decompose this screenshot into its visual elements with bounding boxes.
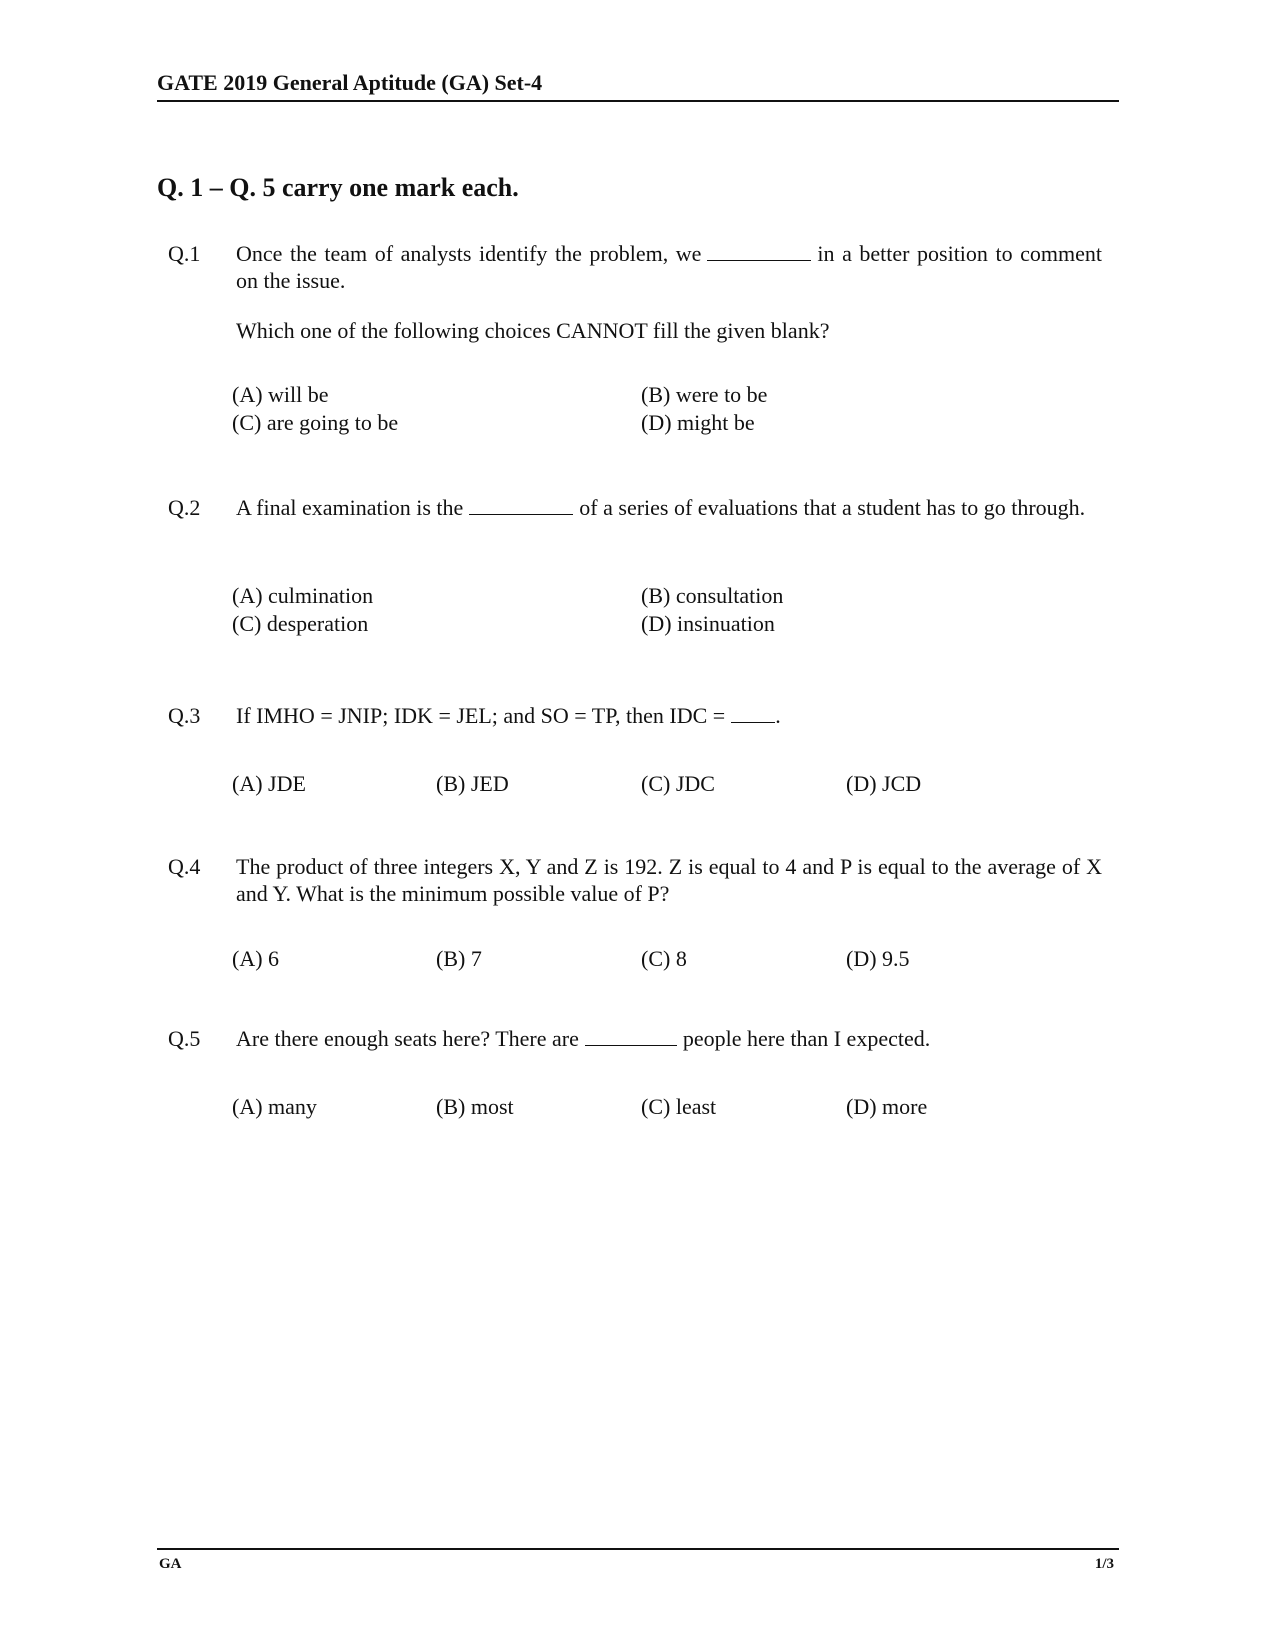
footer-label: GA <box>159 1556 182 1572</box>
option-d: (D) more <box>846 1094 928 1119</box>
question-text-after: people here than I expected. <box>682 1026 931 1051</box>
option-b: (B) consultation <box>641 583 784 608</box>
header-title: GATE 2019 General Aptitude (GA) Set-4 <box>157 70 543 95</box>
question-text-after: in a better position to comment on the issue. <box>236 241 1102 293</box>
option-b: (B) JED <box>436 771 509 796</box>
option-d: (D) insinuation <box>641 611 775 636</box>
option-a: (A) JDE <box>232 771 306 796</box>
question-number: Q.2 <box>168 495 201 520</box>
answer-blank <box>585 1025 677 1046</box>
question-prompt: Which one of the following choices CANNOT fill the given blank? <box>236 318 830 343</box>
option-b: (B) were to be <box>641 382 768 407</box>
option-a: (A) 6 <box>232 946 280 971</box>
option-c: (C) desperation <box>232 611 369 636</box>
answer-blank <box>731 702 775 723</box>
option-d: (D) 9.5 <box>846 946 910 971</box>
question-text: The product of three integers X, Y and Z is 192. Z is equal to 4 and P is equal to the average of X and Y. What is the minimum possible value of P? <box>236 854 1102 906</box>
question-number: Q.1 <box>168 241 201 266</box>
section-title: Q. 1 – Q. 5 carry one mark each. <box>157 173 519 202</box>
option-c: (C) JDC <box>641 771 715 796</box>
option-c: (C) least <box>641 1094 717 1119</box>
option-b: (B) most <box>436 1094 514 1119</box>
option-b: (B) 7 <box>436 946 482 971</box>
footer-divider <box>157 1548 1119 1550</box>
option-d: (D) JCD <box>846 771 922 796</box>
option-a: (A) will be <box>232 382 329 407</box>
question-text-before: Once the team of analysts identify the problem, we <box>236 241 702 266</box>
page-number: 1/3 <box>1094 1556 1114 1572</box>
option-c: (C) are going to be <box>232 410 399 435</box>
page-header <box>157 70 1119 102</box>
question-text <box>236 702 1102 729</box>
answer-blank <box>469 494 573 515</box>
question-text-before: If IMHO = JNIP; IDK = JEL; and SO = TP, then IDC = <box>236 703 726 728</box>
question-text-before: A final examination is the <box>236 495 464 520</box>
question-text <box>236 240 1102 294</box>
question-text-before: Are there enough seats here? There are <box>236 1026 579 1051</box>
option-d: (D) might be <box>641 410 755 435</box>
option-a: (A) many <box>232 1094 317 1119</box>
question-text <box>236 1025 1102 1052</box>
question-number: Q.4 <box>168 854 201 879</box>
question-number: Q.3 <box>168 703 201 728</box>
option-a: (A) culmination <box>232 583 374 608</box>
question-number: Q.5 <box>168 1026 201 1051</box>
answer-blank <box>707 240 811 261</box>
option-c: (C) 8 <box>641 946 687 971</box>
question-text-after: . <box>775 703 781 728</box>
question-text-after: of a series of evaluations that a student has to go through. <box>579 495 1086 520</box>
question-text <box>236 494 1102 521</box>
